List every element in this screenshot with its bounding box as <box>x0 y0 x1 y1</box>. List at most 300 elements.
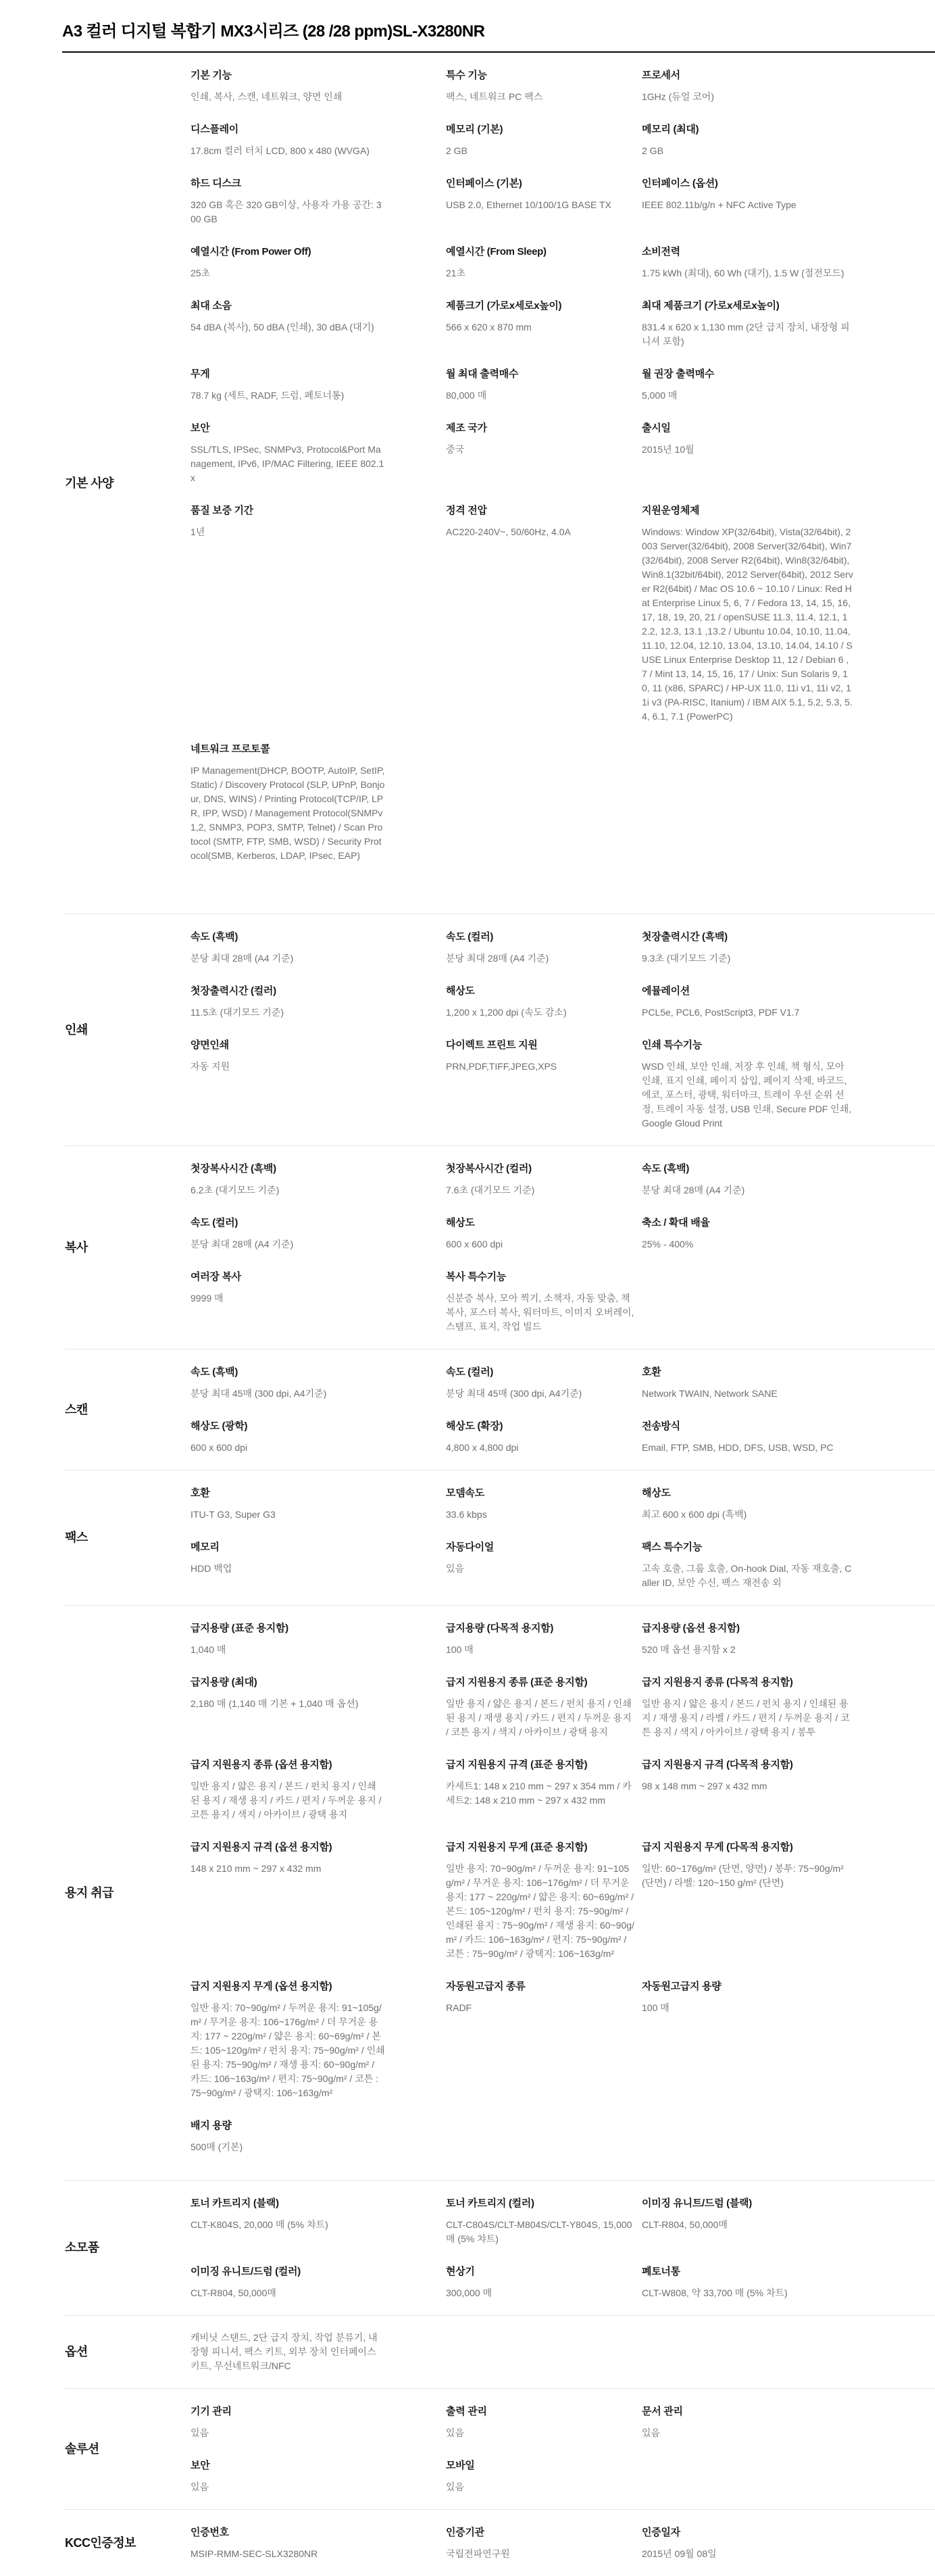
spec-item-value: 있음 <box>191 2427 209 2438</box>
section-rows <box>191 2523 935 2561</box>
spec-item-value: 300,000 매 <box>446 2287 492 2298</box>
spec-item <box>191 1539 446 1590</box>
spec-item-label: 호환 <box>642 1366 661 1378</box>
spec-item-label: 급지 지원용지 종류 (다목적 용지함) <box>642 1677 793 1688</box>
spec-item-label: 복사 특수기능 <box>446 1271 507 1283</box>
spec-item <box>191 1485 446 1522</box>
spec-item <box>191 122 446 158</box>
spec-row <box>191 2264 935 2300</box>
spec-item <box>446 1269 642 1334</box>
spec-item-label: 속도 (흑백) <box>642 1163 690 1174</box>
spec-item <box>191 1620 446 1657</box>
spec-item <box>191 1269 446 1334</box>
spec-item <box>446 122 642 158</box>
spec-row <box>191 1485 935 1522</box>
spec-item-value: 분당 최대 28매 (A4 기준) <box>642 1185 745 1195</box>
section-print <box>65 914 935 1145</box>
spec-item <box>191 503 446 724</box>
spec-item-label: 프로세서 <box>642 70 680 81</box>
spec-item-label: 해상도 (광학) <box>191 1420 248 1432</box>
spec-item <box>642 1979 935 2100</box>
section-fax <box>65 1470 935 1605</box>
spec-item-label: 인증번호 <box>191 2527 229 2538</box>
spec-item <box>446 298 642 349</box>
spec-item <box>191 1839 446 1961</box>
spec-item-label: 보안 <box>191 2460 210 2471</box>
spec-item-value: 600 x 600 dpi <box>191 1442 248 1453</box>
spec-row <box>191 298 935 349</box>
section-label-cell <box>65 2402 191 2494</box>
spec-row <box>191 420 935 485</box>
spec-item-label: 기본 기능 <box>191 70 232 81</box>
spec-item-value: 카세트1: 148 x 210 mm ~ 297 x 354 mm / 카세트2: 148 x 210 mm ~ 297 x 432 mm <box>446 1781 632 1806</box>
section-supplies <box>65 2180 935 2315</box>
spec-item-label: 모바일 <box>446 2460 475 2471</box>
spec-row <box>191 1269 935 1334</box>
spec-item <box>642 2264 935 2300</box>
spec-item <box>642 298 935 349</box>
spec-item <box>191 366 446 403</box>
spec-item-label: 소비전력 <box>642 246 680 257</box>
spec-item-value: 100 매 <box>642 2002 669 2013</box>
spec-item-label: 모뎀속도 <box>446 1487 484 1499</box>
spec-item-value: CLT-R804, 50,000매 <box>642 2219 728 2230</box>
spec-item-label: 급지용량 (다목적 용지함) <box>446 1623 554 1634</box>
section-copy <box>65 1145 935 1349</box>
spec-item-label: 속도 (컬러) <box>191 1217 238 1229</box>
spec-item-label: 최대 소음 <box>191 300 232 312</box>
spec-item-label: 팩스 특수기능 <box>642 1541 703 1553</box>
spec-item-label: 디스플레이 <box>191 124 238 135</box>
spec-item <box>446 1161 642 1197</box>
section-label: 소모품 <box>65 2241 99 2254</box>
section-options <box>65 2315 935 2388</box>
spec-item <box>642 366 935 403</box>
spec-row <box>191 1418 935 1455</box>
spec-item-value: 1,040 매 <box>191 1644 226 1655</box>
section-solutions <box>65 2388 935 2509</box>
spec-item-value: 분당 최대 45매 (300 dpi, A4기준) <box>446 1388 582 1399</box>
spec-item <box>642 1839 935 1961</box>
spec-item-value: 78.7 kg (세트, RADF, 드럼, 폐토너통) <box>191 390 345 401</box>
section-label: 옵션 <box>65 2345 88 2358</box>
spec-item <box>446 1037 642 1131</box>
section-rows <box>191 1362 935 1455</box>
spec-item <box>446 2404 642 2440</box>
spec-item-label: 속도 (컬러) <box>446 1366 494 1378</box>
spec-item-value: 54 dBA (복사), 50 dBA (인쇄), 30 dBA (대기) <box>191 322 374 332</box>
section-kcc-certification <box>65 2509 935 2576</box>
spec-item-label: 급지 지원용지 규격 (옵션 용지함) <box>191 1841 332 1853</box>
spec-item <box>446 68 642 104</box>
spec-item <box>446 1675 642 1739</box>
spec-item-value: Windows: Window XP(32/64bit), Vista(32/64bit), 2003 Server(32/64bit), 2008 Server(32/64bit), Win7(32/64bit), 2008 Server R2(64bit), Win8(32/64bit), Win8.1(32bit/64bit), 2012 Server(64bit), 2012 Server R2(64bit) / Mac OS 10.6 ~ 10.10 / Linux: Red Hat Enterprise Linux 5, 6, 7 / Fedora 13, 14, 15, 16, 17, 18, 19, 20, 21 / openSUSE 11.3, 11.4, 12.1, 12.2, 12.3, 13.1 ,13.2 / Ubuntu 10.04, 10.10, 11.04, 11.10, 12.04, 12.10, 13.04, 13.10, 14.04, 14.10 / SUSE Linux Enterprise Desktop 11, 12 / Debian 6 ,7 / Mint 13, 14, 15, 16, 17 / Unix: Sun Solaris 9, 10, 11 (x86, SPARC) / HP-UX 11.0, 11i v1, 11i v2, 11i v3 (PA-RISC, Itanium) / IBM AIX 5.1, 5.2, 5.3, 5.4, 6.1, 7.1 (PowerPC) <box>642 526 853 722</box>
spec-item <box>191 1037 446 1131</box>
spec-item-label: 메모리 (최대) <box>642 124 699 135</box>
spec-item-label: 속도 (컬러) <box>446 931 494 943</box>
spec-item <box>446 2264 642 2300</box>
section-label-cell <box>65 1159 191 1334</box>
spec-item-value: 500매 (기본) <box>191 2141 243 2152</box>
spec-item <box>446 1364 642 1401</box>
spec-item-label: 첫장출력시간 (컬러) <box>191 985 276 997</box>
spec-item-value: 17.8cm 컬러 터치 LCD, 800 x 480 (WVGA) <box>191 145 370 156</box>
spec-item <box>446 2196 642 2246</box>
spec-item <box>191 1161 446 1197</box>
spec-item <box>191 298 446 349</box>
spec-item <box>642 244 935 280</box>
spec-item <box>446 1839 642 1961</box>
spec-item <box>642 1485 935 1522</box>
spec-item-label: 월 최대 출력매수 <box>446 368 519 380</box>
spec-item-value: 98 x 148 mm ~ 297 x 432 mm <box>642 1781 767 1791</box>
spec-item-value: 1년 <box>191 526 205 537</box>
spec-item-label: 제조 국가 <box>446 422 487 434</box>
spec-item-value: 148 x 210 mm ~ 297 x 432 mm <box>191 1863 322 1874</box>
spec-row <box>191 929 935 966</box>
spec-item-value: PCL5e, PCL6, PostScript3, PDF V1.7 <box>642 1007 800 1018</box>
section-label: 용지 취급 <box>65 1885 114 1900</box>
page-header <box>62 0 935 53</box>
spec-item-value: 팩스, 네트워크 PC 팩스 <box>446 91 543 102</box>
spec-item <box>191 2264 446 2300</box>
spec-item-value: CLT-W808, 약 33,700 매 (5% 차트) <box>642 2287 788 2298</box>
spec-item-label: 급지용량 (표준 용지함) <box>191 1623 288 1634</box>
section-label-cell <box>65 2194 191 2300</box>
spec-row <box>191 1215 935 1252</box>
spec-item <box>191 983 446 1020</box>
spec-item-value: 520 매 옵션 용지함 x 2 <box>642 1644 736 1655</box>
spec-item-value: RADF <box>446 2002 472 2013</box>
spec-row <box>191 1037 935 1131</box>
spec-item <box>446 1485 642 1522</box>
spec-item-value: 분당 최대 45매 (300 dpi, A4기준) <box>191 1388 327 1399</box>
spec-item-label: 여러장 복사 <box>191 1271 241 1283</box>
spec-row <box>191 68 935 104</box>
spec-row <box>191 741 935 863</box>
section-label-cell <box>65 1618 191 2165</box>
section-scan <box>65 1349 935 1470</box>
spec-item-label: 다이렉트 프린트 지원 <box>446 1039 538 1051</box>
spec-item-label: 특수 기능 <box>446 70 487 81</box>
spec-item-label: 자동다이얼 <box>446 1541 494 1553</box>
spec-item-label: 급지 지원용지 무게 (다목적 용지함) <box>642 1841 793 1853</box>
spec-item-value: 7.6초 (대기모드 기준) <box>446 1185 535 1195</box>
spec-item <box>191 1757 446 1822</box>
spec-item-label: 첫장출력시간 (흑백) <box>642 931 728 943</box>
spec-item <box>642 2525 935 2561</box>
spec-item <box>642 1364 935 1401</box>
spec-row <box>191 983 935 1020</box>
spec-item-value: Network TWAIN, Network SANE <box>642 1388 778 1399</box>
spec-table <box>65 53 935 2576</box>
spec-item-label: 속도 (흑백) <box>191 1366 238 1378</box>
section-label: 복사 <box>65 1240 88 1254</box>
spec-item-value: 있음 <box>446 2481 465 2492</box>
spec-item <box>446 929 642 966</box>
spec-item-label: 제품크기 (가로x세로x높이) <box>446 300 562 312</box>
spec-item-value: 600 x 600 dpi <box>446 1239 503 1249</box>
spec-item <box>191 1675 446 1739</box>
spec-item-label: 메모리 (기본) <box>446 124 503 135</box>
spec-item-value: USB 2.0, Ethernet 10/100/1G BASE TX <box>446 199 611 210</box>
section-label: 인쇄 <box>65 1022 88 1037</box>
section-rows <box>191 1159 935 1334</box>
spec-item <box>642 1037 935 1131</box>
spec-item <box>191 2525 446 2561</box>
spec-item <box>446 1539 642 1590</box>
section-label: 스캔 <box>65 1402 88 1416</box>
spec-item-label: 축소 / 확대 배율 <box>642 1217 710 1229</box>
spec-row <box>191 1757 935 1822</box>
spec-item-value: 1.75 kWh (최대), 60 Wh (대기), 1.5 W (절전모드) <box>642 268 844 278</box>
spec-item-label: 인쇄 특수기능 <box>642 1039 703 1051</box>
spec-item-value: PRN,PDF,TIFF,JPEG,XPS <box>446 1061 557 1072</box>
spec-row <box>191 2458 935 2494</box>
spec-item-value: 분당 최대 28매 (A4 기준) <box>446 953 549 964</box>
spec-item-label: 품질 보증 기간 <box>191 505 253 516</box>
spec-item-label: 급지 지원용지 규격 (표준 용지함) <box>446 1759 588 1770</box>
spec-item-value: 분당 최대 28매 (A4 기준) <box>191 1239 294 1249</box>
spec-item <box>191 176 446 226</box>
spec-item <box>191 1364 446 1401</box>
spec-row <box>191 503 935 724</box>
spec-item <box>642 1757 935 1822</box>
spec-item-value: Email, FTP, SMB, HDD, DFS, USB, WSD, PC <box>642 1442 834 1453</box>
spec-item-value: 자동 지원 <box>191 1061 230 1072</box>
section-rows <box>191 2194 935 2300</box>
section-rows <box>191 2402 935 2494</box>
spec-item-label: 인증기관 <box>446 2527 484 2538</box>
section-label-cell <box>65 1362 191 1455</box>
spec-item <box>446 983 642 1020</box>
spec-item-label: 급지 지원용지 무게 (표준 용지함) <box>446 1841 588 1853</box>
spec-item <box>191 2331 446 2373</box>
spec-item-label: 급지용량 (옵션 용지함) <box>642 1623 740 1634</box>
spec-row <box>191 1675 935 1739</box>
spec-row <box>191 2118 935 2154</box>
spec-item-value: 2 GB <box>642 145 663 156</box>
spec-item-label: 인터페이스 (옵션) <box>642 178 718 189</box>
spec-item-value: 중국 <box>446 444 465 455</box>
spec-item <box>642 1161 935 1197</box>
spec-item-label: 급지용량 (최대) <box>191 1677 257 1688</box>
spec-row <box>191 2196 935 2246</box>
spec-item-label: 전송방식 <box>642 1420 680 1432</box>
spec-item-value: 일반 용지: 70~90g/m² / 두꺼운 용지: 91~105g/m² / 무거운 용지: 106~176g/m² / 더 무거운 용지: 177 ~ 220g/m² / 얇은 용지: 60~69g/m² / 본드: 105~120g/m² / 펀치 용지: 75~90g/m² / 인쇄된 용지: 75~90g/m² / 재생 용지: 60~90g/m² / 카드: 106~163g/m² / 편지: 75~90g/m² / 코튼 : 75~90g/m² / 광택지: 106~163g/m² <box>191 2002 385 2098</box>
spec-item-value: 1,200 x 1,200 dpi (속도 감소) <box>446 1007 567 1018</box>
spec-item-label: 메모리 <box>191 1541 220 1553</box>
spec-item <box>191 2458 446 2494</box>
spec-item-value: 80,000 매 <box>446 390 487 401</box>
spec-item-label: 해상도 (확장) <box>446 1420 503 1432</box>
section-label: 팩스 <box>65 1531 88 1544</box>
spec-row <box>191 2331 935 2373</box>
section-rows <box>191 1483 935 1590</box>
spec-item-label: 문서 관리 <box>642 2406 683 2417</box>
spec-item-value: 21초 <box>446 268 466 278</box>
spec-item-label: 자동원고급지 용량 <box>642 1981 722 1992</box>
spec-item <box>446 503 642 724</box>
spec-item-label: 이미징 유니트/드럼 (블랙) <box>642 2198 752 2209</box>
spec-item-value: 566 x 620 x 870 mm <box>446 322 532 332</box>
spec-item-label: 출력 관리 <box>446 2406 487 2417</box>
spec-item <box>642 503 935 724</box>
spec-item-label: 급지 지원용지 무게 (옵션 용지함) <box>191 1981 332 1992</box>
spec-item <box>642 1539 935 1590</box>
spec-item-value: 9.3초 (대기모드 기준) <box>642 953 731 964</box>
spec-item-value: 100 매 <box>446 1644 474 1655</box>
section-label-cell <box>65 2329 191 2373</box>
spec-item-label: 급지 지원용지 종류 (옵션 용지함) <box>191 1759 332 1770</box>
spec-item-label: 인터페이스 (기본) <box>446 178 522 189</box>
spec-item-value: 분당 최대 28매 (A4 기준) <box>191 953 294 964</box>
spec-item-label: 배지 용량 <box>191 2120 232 2131</box>
spec-item-label: 월 권장 출력매수 <box>642 368 715 380</box>
spec-item-value: 일반 용지 / 얇은 용지 / 본드 / 펀치 용지 / 인쇄된 용지 / 재생 용지 / 라벨 / 카드 / 편지 / 두꺼운 용지 / 코튼 용지 / 색지 / 아카이브 / 광택 용지 / 봉투 <box>642 1698 850 1737</box>
spec-item <box>446 366 642 403</box>
spec-item <box>191 68 446 104</box>
spec-item-value: 일반 용지 / 얇은 용지 / 본드 / 펀치 용지 / 인쇄된 용지 / 재생 용지 / 카드 / 편지 / 두꺼운 용지 / 코튼 용지 / 색지 / 아카이브 / 광택 용지 <box>446 1698 632 1737</box>
spec-item <box>191 2404 446 2440</box>
spec-item-value: 인쇄, 복사, 스캔, 네트워크, 양면 인쇄 <box>191 91 343 102</box>
spec-row <box>191 1839 935 1961</box>
spec-item <box>446 1418 642 1455</box>
spec-item-label: 보안 <box>191 422 210 434</box>
spec-item-value: 국립전파연구원 <box>446 2548 510 2559</box>
spec-item-label: 첫장복사시간 (흑백) <box>191 1163 276 1174</box>
section-label-cell <box>65 66 191 899</box>
spec-item <box>642 2196 935 2246</box>
spec-item-value: WSD 인쇄, 보안 인쇄, 저장 후 인쇄, 책 형식, 모아 인쇄, 표지 인쇄, 페이지 삽입, 페이지 삭제, 바코드, 에코, 포스터, 광택, 워터마크, 트레이 우선 순위 선정, 트레이 자동 설정, USB 인쇄, Secure PDF 인쇄, Google Gloud Print <box>642 1061 852 1129</box>
spec-item-value: 9999 매 <box>191 1293 224 1304</box>
spec-item-value: 최고 600 x 600 dpi (흑백) <box>642 1509 747 1520</box>
spec-item-label: 정격 전압 <box>446 505 487 516</box>
section-label-cell <box>65 2523 191 2561</box>
spec-item-label: 폐토너통 <box>642 2266 680 2277</box>
spec-item-label: 최대 제품크기 (가로x세로x높이) <box>642 300 780 312</box>
spec-item <box>446 420 642 485</box>
spec-item-label: 출시일 <box>642 422 671 434</box>
spec-row <box>191 1620 935 1657</box>
spec-item-value: 6.2초 (대기모드 기준) <box>191 1185 280 1195</box>
spec-item-value: 있음 <box>642 2427 661 2438</box>
spec-item-label: 속도 (흑백) <box>191 931 238 943</box>
spec-item-value: CLT-C804S/CLT-M804S/CLT-Y804S, 15,000 매 (5% 챠트) <box>446 2219 632 2244</box>
spec-row <box>191 2525 935 2561</box>
spec-item <box>642 68 935 104</box>
spec-row <box>191 1161 935 1197</box>
section-rows <box>191 66 935 899</box>
spec-row <box>191 1979 935 2100</box>
spec-item <box>642 929 935 966</box>
spec-item-label: 지원운영체제 <box>642 505 700 516</box>
spec-item-value: 2 GB <box>446 145 468 156</box>
spec-item-label: 토너 카트리지 (컬러) <box>446 2198 534 2209</box>
spec-item <box>642 2404 935 2440</box>
spec-item <box>642 176 935 226</box>
spec-item-label: 호환 <box>191 1487 210 1499</box>
spec-item <box>191 1215 446 1252</box>
spec-item-label: 에뮬레이션 <box>642 985 690 997</box>
spec-item-label: 급지 지원용지 규격 (다목적 용지함) <box>642 1759 793 1770</box>
spec-item-label: 해상도 <box>446 985 475 997</box>
section-label-cell <box>65 1483 191 1590</box>
section-label: 솔루션 <box>65 2442 99 2456</box>
spec-item <box>642 983 935 1020</box>
spec-item <box>191 420 446 485</box>
spec-item-value: 11.5초 (대기모드 기준) <box>191 1007 284 1018</box>
section-paper-handling <box>65 1605 935 2180</box>
section-rows <box>191 1618 935 2165</box>
spec-item-label: 기기 관리 <box>191 2406 232 2417</box>
spec-item-value: 33.6 kbps <box>446 1509 487 1520</box>
spec-item-value: 4,800 x 4,800 dpi <box>446 1442 519 1453</box>
spec-item-label: 현상기 <box>446 2266 475 2277</box>
spec-item-value: IP Management(DHCP, BOOTP, AutoIP, SetIP, Static) / Discovery Protocol (SLP, UPnP, Bonjour, DNS, WINS) / Printing Protocol(TCP/IP, LPR, IPP, WSD) / Management Protocol(SNMPv1,2, SNMP3, POP3, SMTP, Telnet) / Scan Protocol (SMTP, FTP, SMB, WSD) / Security Protocol(SMB, Kerberos, LDAP, IPsec, EAP) <box>191 765 385 861</box>
spec-item <box>642 1215 935 1252</box>
spec-item <box>642 420 935 485</box>
page-title: A3 컬러 디지털 복합기 MX3시리즈 (28 /28 ppm)SL-X3280NR <box>62 22 485 41</box>
spec-item-value: 25초 <box>191 268 211 278</box>
spec-item-label: 자동원고급지 종류 <box>446 1981 526 1992</box>
spec-item-label: 무게 <box>191 368 210 380</box>
section-label: 기본 사양 <box>65 476 114 490</box>
spec-item <box>446 1757 642 1822</box>
spec-item <box>642 122 935 158</box>
spec-item-value: CLT-K804S, 20,000 매 (5% 챠트) <box>191 2219 328 2230</box>
section-basic-specs <box>65 53 935 914</box>
section-rows <box>191 2329 935 2373</box>
spec-row <box>191 1364 935 1401</box>
spec-item-label: 해상도 <box>446 1217 475 1229</box>
spec-item <box>191 1418 446 1455</box>
spec-item-value: 일반: 60~176g/m² (단면, 양면) / 봉투: 75~90g/m²(단면) / 라벨: 120~150 g/m² (단면) <box>642 1863 844 1888</box>
spec-item-value: 있음 <box>191 2481 209 2492</box>
spec-item <box>446 1979 642 2100</box>
spec-row <box>191 244 935 280</box>
spec-item-value: 캐비닛 스탠드, 2단 급지 장치, 작업 분류기, 내장형 피니셔, 팩스 키트, 외부 장치 인터페이스 키트, 무선네트워크/NFC <box>191 2332 378 2371</box>
section-rows <box>191 927 935 1131</box>
spec-item-label: 예열시간 (From Power Off) <box>191 246 311 257</box>
spec-item-value: ITU-T G3, Super G3 <box>191 1509 276 1520</box>
spec-item-label: 이미징 유니트/드럼 (컬러) <box>191 2266 301 2277</box>
spec-item <box>446 1215 642 1252</box>
spec-item-label: 양면인쇄 <box>191 1039 229 1051</box>
spec-item-value: 5,000 매 <box>642 390 678 401</box>
spec-item-value: 있음 <box>446 2427 465 2438</box>
spec-item <box>191 2196 446 2246</box>
spec-item-label: 첫장복사시간 (컬러) <box>446 1163 532 1174</box>
spec-row <box>191 366 935 403</box>
spec-item <box>642 1675 935 1739</box>
spec-item-value: 2015년 10월 <box>642 444 694 455</box>
spec-item-value: 있음 <box>446 1563 465 1574</box>
spec-item <box>191 1979 446 2100</box>
spec-item-value: 831.4 x 620 x 1,130 mm (2단 급지 장치, 내장형 피니셔 포함) <box>642 322 850 347</box>
spec-item-label: 하드 디스크 <box>191 178 241 189</box>
spec-item-value: AC220-240V~, 50/60Hz, 4.0A <box>446 526 571 537</box>
spec-item-value: 2015년 09월 08일 <box>642 2548 717 2559</box>
section-label-cell <box>65 927 191 1131</box>
spec-item-value: 320 GB 혹은 320 GB이상, 사용자 가용 공간: 300 GB <box>191 199 382 224</box>
spec-item-value: 고속 호출, 그룹 호출, On-hook Dial, 자동 재호출, Caller ID, 보안 수신, 팩스 재전송 외 <box>642 1563 852 1588</box>
spec-item <box>446 1620 642 1657</box>
spec-item <box>191 2118 446 2154</box>
spec-item-value: CLT-R804, 50,000매 <box>191 2287 276 2298</box>
spec-row <box>191 1539 935 1590</box>
spec-item-value: HDD 백업 <box>191 1563 232 1574</box>
